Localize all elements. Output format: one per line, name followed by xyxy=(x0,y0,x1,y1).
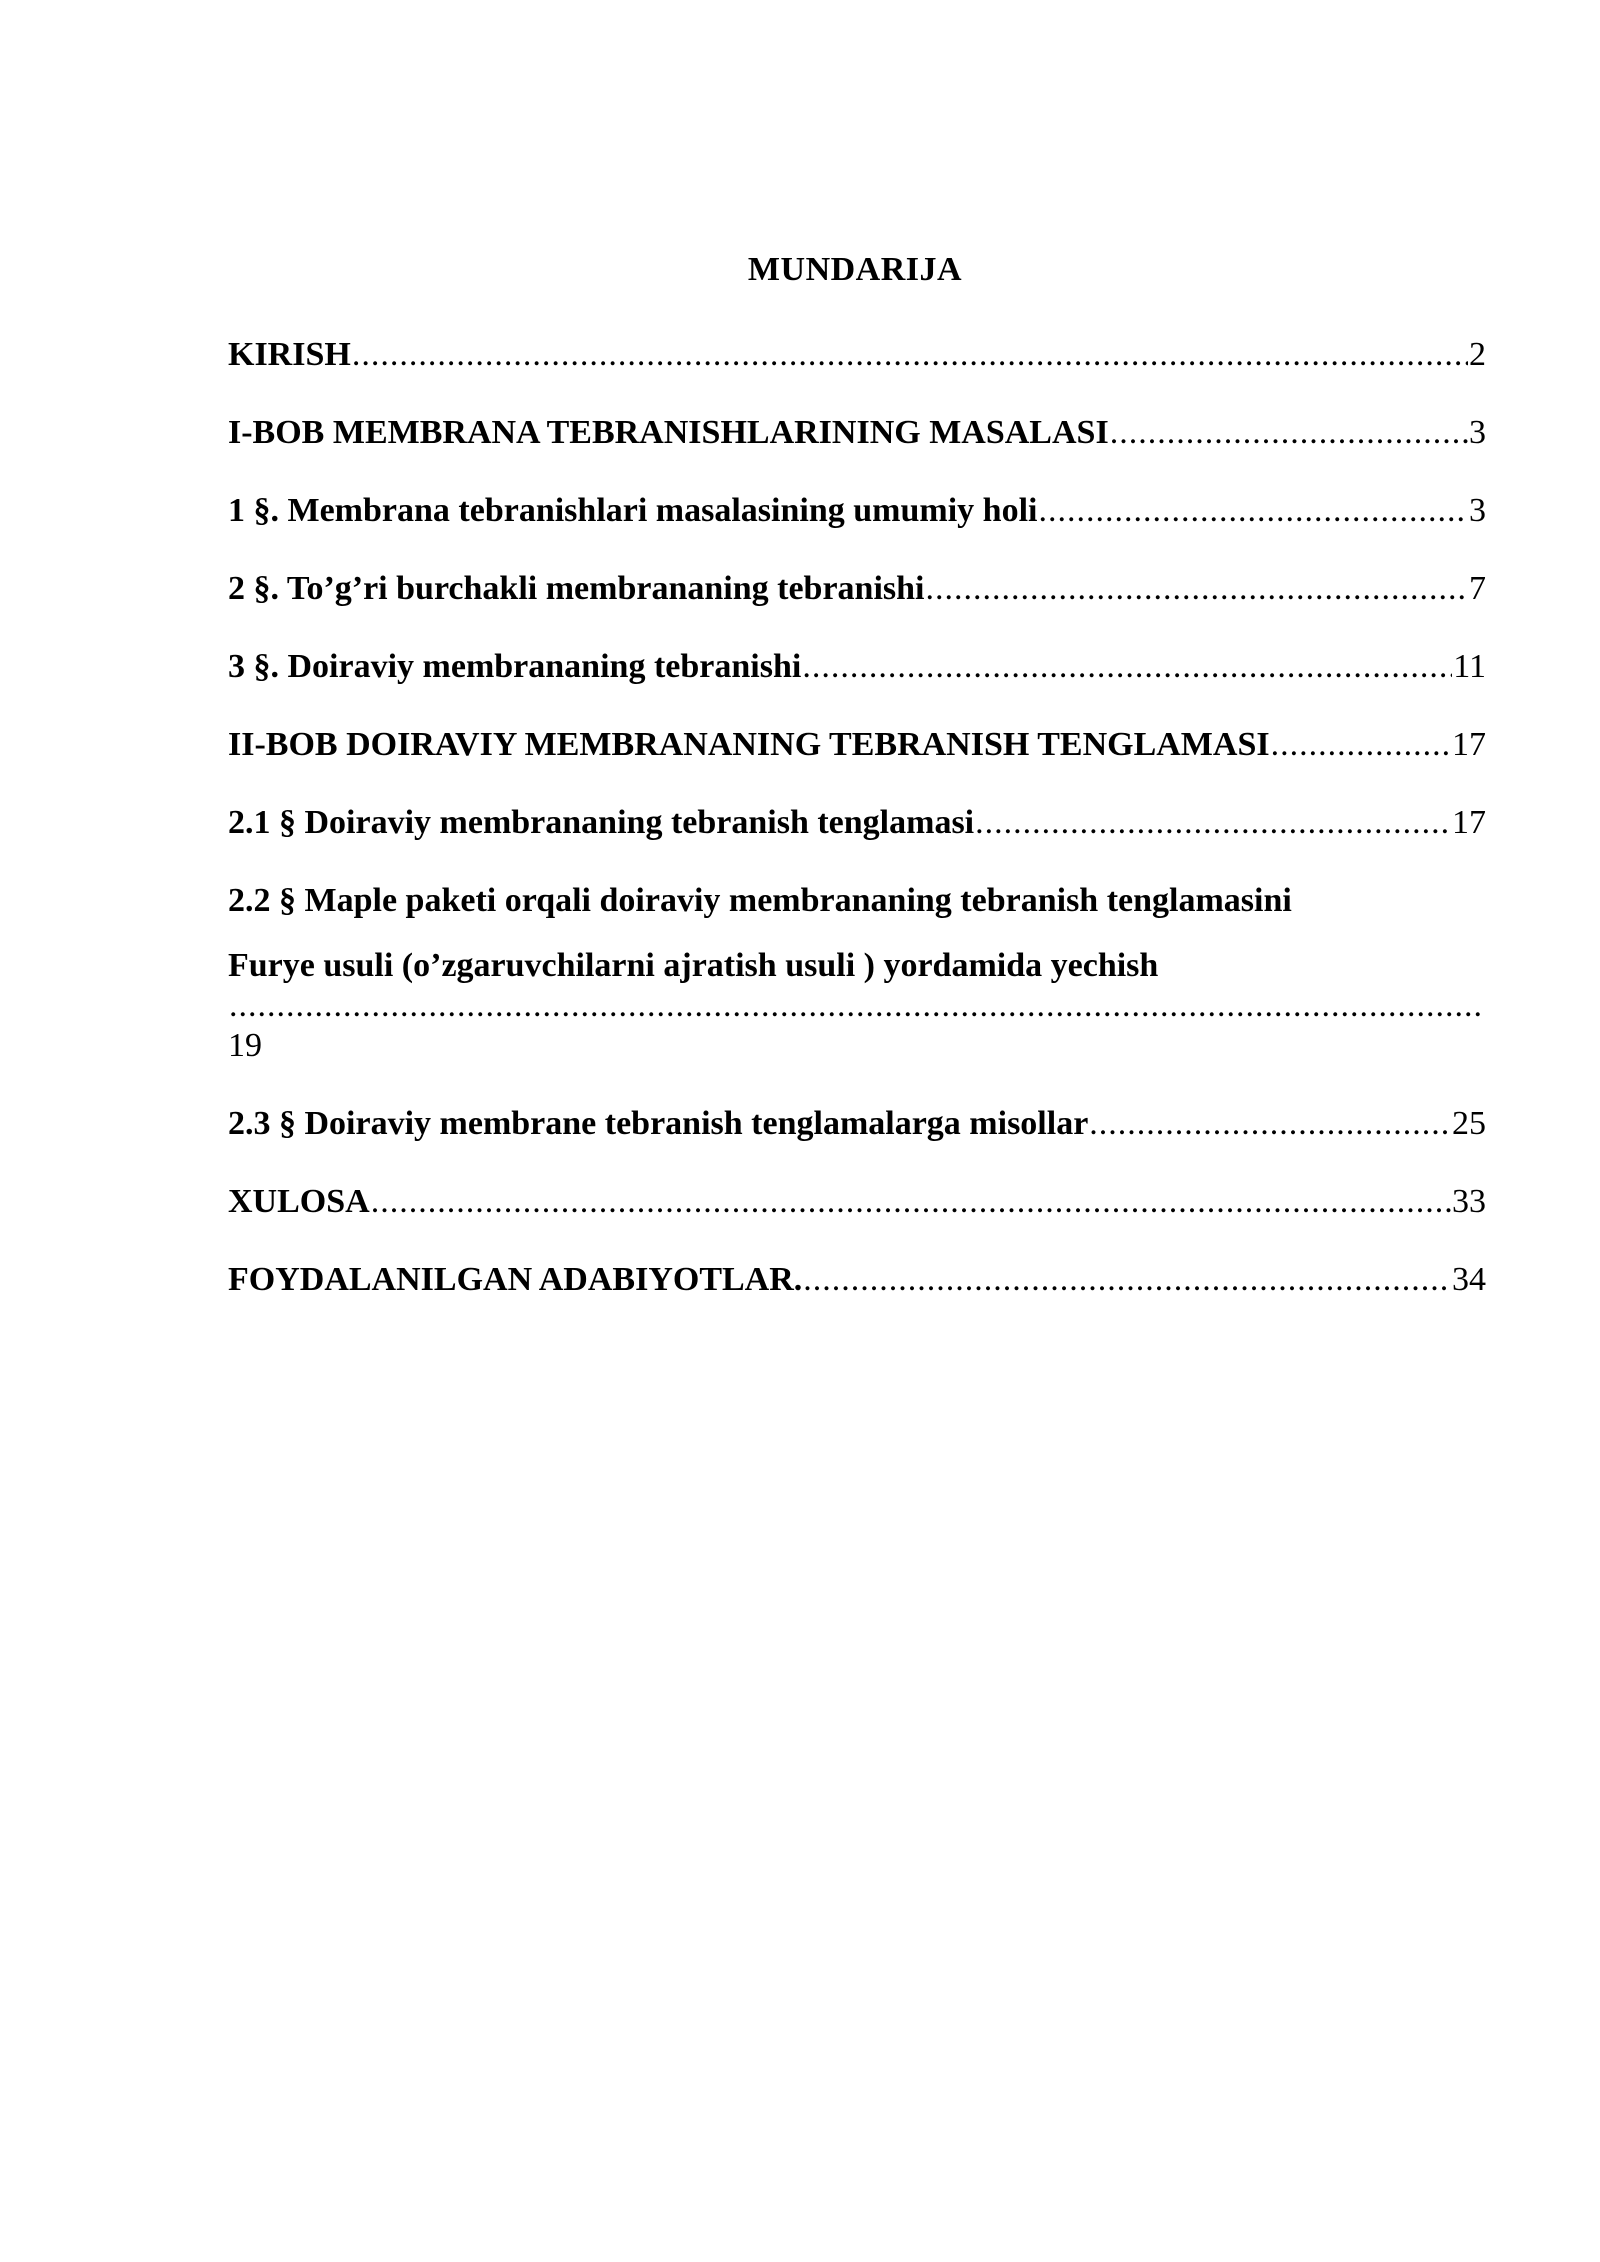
toc-entry-text: 2 §. To’g’ri burchakli membrananing tebranishi xyxy=(228,570,925,607)
toc-entry-xulosa[interactable] xyxy=(228,1182,1486,1222)
toc-entry-text: FOYDALANILGAN ADABIYOTLAR. xyxy=(228,1261,803,1298)
toc-entry-section-2-2[interactable] xyxy=(228,881,1486,1066)
toc-page-number: 7 xyxy=(1469,570,1486,607)
toc-entry-chapter-1[interactable] xyxy=(228,413,1486,453)
toc-entry-text-line1: 2.2 § Maple paketi orqali doiraviy membrananing tebranish tenglamasini xyxy=(228,882,1292,919)
toc-entry-text: 2.3 § Doiraviy membrane tebranish tenglamalarga misollar xyxy=(228,1105,1089,1142)
toc-page-number: 17 xyxy=(1452,726,1486,763)
toc-entry-text: 1 §. Membrana tebranishlari masalasining umumiy holi xyxy=(228,492,1038,529)
toc-entry-text: Furye usuli (o’zgaruvchilarni ajratish usuli ) yordamida yechish xyxy=(228,947,1159,984)
dot-leader xyxy=(1110,413,1468,453)
dot-leader xyxy=(803,1260,1451,1300)
table-of-contents xyxy=(228,335,1486,1338)
toc-page-number: 3 xyxy=(1469,492,1486,529)
dot-leader xyxy=(229,986,1485,1026)
dot-leader xyxy=(926,569,1469,609)
toc-entry-section-3[interactable] xyxy=(228,647,1486,687)
dot-leader xyxy=(1271,725,1451,765)
toc-entry-text: II-BOB DOIRAVIY MEMBRANANING TEBRANISH TENGLAMASI xyxy=(228,726,1270,763)
toc-entry-text: KIRISH xyxy=(228,336,351,373)
toc-title: MUNDARIJA xyxy=(747,251,963,288)
dot-leader xyxy=(1038,491,1468,531)
toc-entry-kirish[interactable] xyxy=(228,335,1486,375)
toc-page-number: 33 xyxy=(1452,1183,1486,1220)
toc-page-number: 25 xyxy=(1452,1105,1486,1142)
dot-leader xyxy=(1089,1104,1451,1144)
dot-leader xyxy=(975,803,1451,843)
toc-entry-section-1[interactable] xyxy=(228,491,1486,531)
toc-entry-section-2-3[interactable] xyxy=(228,1104,1486,1144)
toc-page-number: 19 xyxy=(228,1027,262,1064)
dot-leader xyxy=(371,1182,1451,1222)
toc-entry-text: XULOSA xyxy=(228,1183,370,1220)
toc-entry-chapter-2[interactable] xyxy=(228,725,1486,765)
toc-entry-text: 3 §. Doiraviy membrananing tebranishi xyxy=(228,648,802,685)
dot-leader xyxy=(352,335,1468,375)
dot-leader xyxy=(802,647,1452,687)
toc-entry-section-2[interactable] xyxy=(228,569,1486,609)
toc-page-number: 2 xyxy=(1469,336,1486,373)
toc-page-number: 3 xyxy=(1469,414,1486,451)
toc-entry-text: 2.1 § Doiraviy membrananing tebranish tenglamasi xyxy=(228,804,975,841)
toc-page-number: 17 xyxy=(1452,804,1486,841)
toc-entry-text: I-BOB MEMBRANA TEBRANISHLARINING MASALASI xyxy=(228,414,1109,451)
toc-page-number: 11 xyxy=(1453,648,1486,685)
toc-entry-section-2-1[interactable] xyxy=(228,803,1486,843)
toc-entry-adabiyotlar[interactable] xyxy=(228,1260,1486,1300)
toc-page-number: 34 xyxy=(1452,1261,1486,1298)
